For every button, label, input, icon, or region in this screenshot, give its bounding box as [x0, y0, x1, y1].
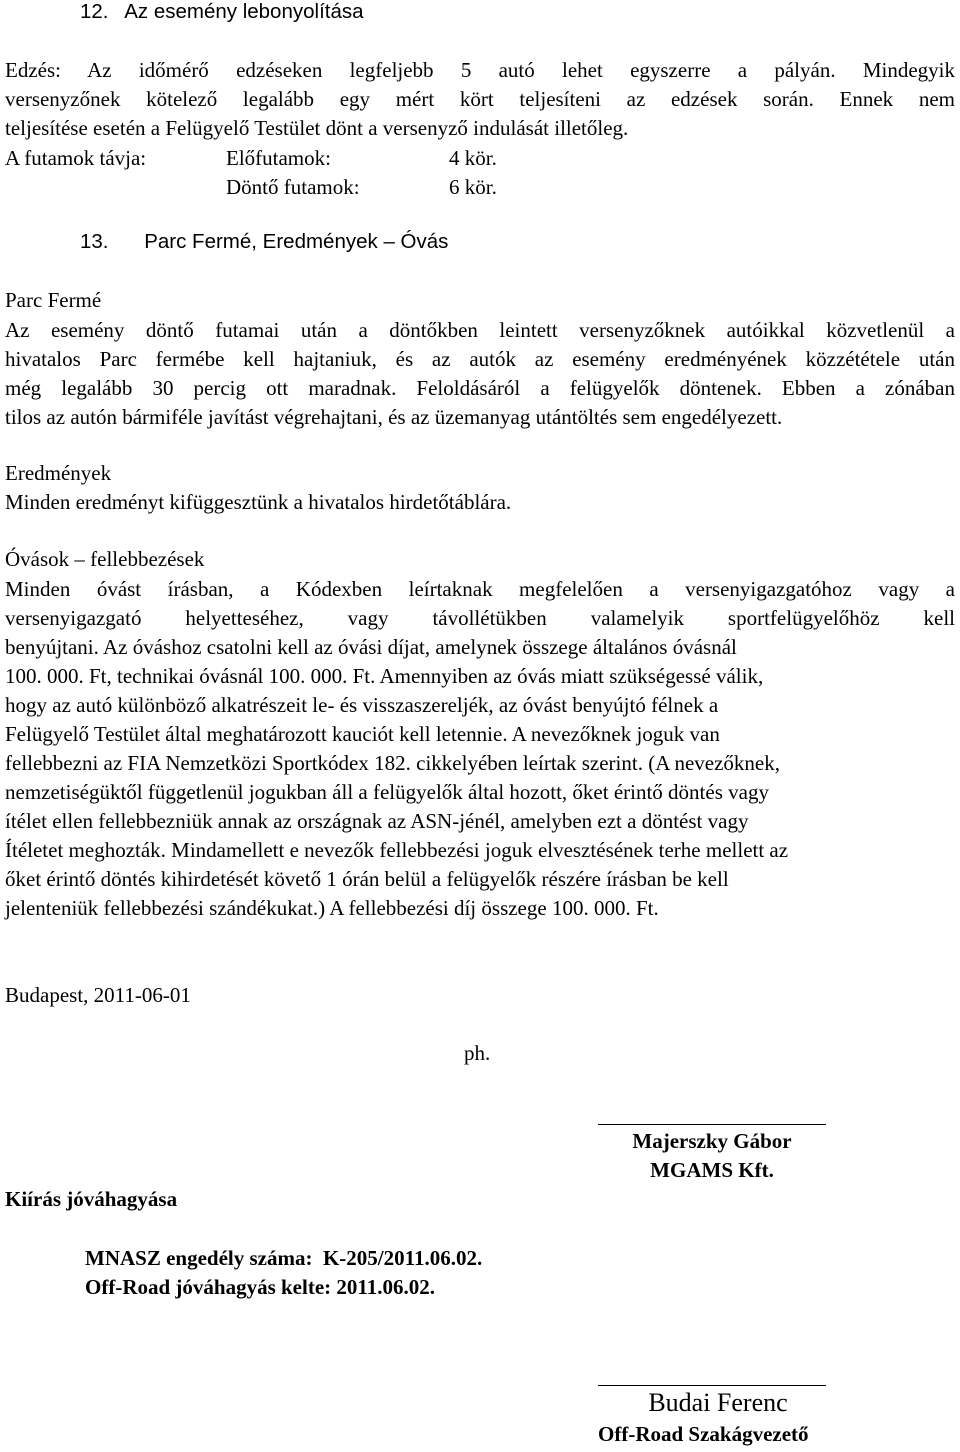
signer-name: Budai Ferenc — [648, 1388, 788, 1417]
paragraph-line: hogy az autó különböző alkatrészeit le- és visszaszereljék, az óvást benyújtó félnek a — [5, 693, 719, 717]
paragraph-line: fellebbezni az FIA Nemzetközi Sportkódex 182. cikkelyében leírtak szerint. (A nevezőknek, — [5, 751, 780, 775]
finals-label: Döntő futamok: — [226, 175, 360, 199]
section-number: 12. — [80, 0, 109, 23]
paragraph-line: tilos az autón bármiféle javítást végrehajtani, és az üzemanyag utántöltés sem engedélyezett. — [5, 405, 783, 429]
section-title: Az esemény lebonyolítása — [124, 0, 364, 23]
ph-mark: ph. — [464, 1041, 491, 1065]
paragraph-line: teljesítése esetén a Felügyelő Testület dönt a versenyző indulását illetőleg. — [5, 116, 629, 140]
section-12-heading — [80, 0, 364, 24]
signature-line — [598, 1385, 826, 1386]
approval-label: Kiírás jóváhagyása — [5, 1187, 178, 1211]
offroad-approval-line: Off-Road jóváhagyás kelte: 2011.06.02. — [85, 1275, 435, 1299]
paragraph-line: Minden óvást írásban, a Kódexben leírtaknak megfelelően a versenyigazgatóhoz vagy a — [5, 577, 955, 601]
paragraph-line: nemzetiségüktől függetlenül jogukban áll a felügyelők által hozott, őket érintő döntés vagy — [5, 780, 769, 804]
paragraph-line: Az esemény döntő futamai után a döntőkben leintett versenyzőknek autóikkal közvetlenül a — [5, 318, 955, 342]
paragraph-line: Felügyelő Testület által meghatározott kauciót kell letennie. A nevezőknek joguk van — [5, 722, 720, 746]
mnasz-permit-line: MNASZ engedély száma: K-205/2011.06.02. — [85, 1246, 483, 1270]
paragraph-line: még legalább 30 percig ott maradnak. Feloldásáról a felügyelők döntenek. Ebben a zónában — [5, 376, 955, 400]
signature-line — [598, 1124, 826, 1125]
paragraph-line: benyújtani. Az óváshoz csatolni kell az óvási díjat, amelynek összege általános óvásnál — [5, 635, 737, 659]
subsection-heading: Óvások – fellebbezések — [5, 547, 205, 571]
heats-value: 4 kör. — [449, 146, 497, 170]
section-title: Parc Fermé, Eredmények – Óvás — [144, 230, 449, 253]
paragraph-line: Ítéletet meghozták. Mindamellett e nevezők fellebbezési joguk elvesztésének terhe mellett az — [5, 838, 789, 862]
finals-value: 6 kör. — [449, 175, 497, 199]
paragraph-line: Minden eredményt kifüggesztünk a hivatalos hirdetőtáblára. — [5, 490, 512, 514]
paragraph-line: ítélet ellen fellebbezniük annak az országnak az ASN-jénél, amelyben ezt a döntést vagy — [5, 809, 749, 833]
subsection-heading: Parc Fermé — [5, 288, 102, 312]
place-date: Budapest, 2011-06-01 — [5, 983, 191, 1007]
signer-name: Majerszky Gábor — [632, 1129, 792, 1153]
heats-label: Előfutamok: — [226, 146, 331, 170]
paragraph-line: őket érintő döntés kihirdetését követő 1 órán belül a felügyelők részére írásban be kell — [5, 867, 729, 891]
section-13-heading — [80, 230, 448, 254]
paragraph-line: 100. 000. Ft, technikai óvásnál 100. 000. Ft. Amennyiben az óvás miatt szükségessé válik, — [5, 664, 764, 688]
subsection-heading: Eredmények — [5, 461, 112, 485]
paragraph-line: Edzés: Az időmérő edzéseken legfeljebb 5 autó lehet egyszerre a pályán. Mindegyik — [5, 58, 955, 82]
distance-label: A futamok távja: — [5, 146, 147, 170]
signer-organization: MGAMS Kft. — [650, 1158, 774, 1182]
section-number: 13. — [80, 230, 109, 253]
paragraph-line: jelenteniük fellebbezési szándékukat.) A fellebbezési díj összege 100. 000. Ft. — [5, 896, 659, 920]
signer-title: Off-Road Szakágvezető — [598, 1422, 809, 1446]
paragraph-line: versenyzőnek kötelező legalább egy mért kört teljesíteni az edzések során. Ennek nem — [5, 87, 955, 111]
paragraph-line: hivatalos Parc fermébe kell hajtaniuk, és az autók az esemény eredményének közzététele után — [5, 347, 955, 371]
paragraph-line: versenyigazgató helyetteséhez, vagy távollétükben valamelyik sportfelügyelőhöz kell — [5, 606, 955, 630]
